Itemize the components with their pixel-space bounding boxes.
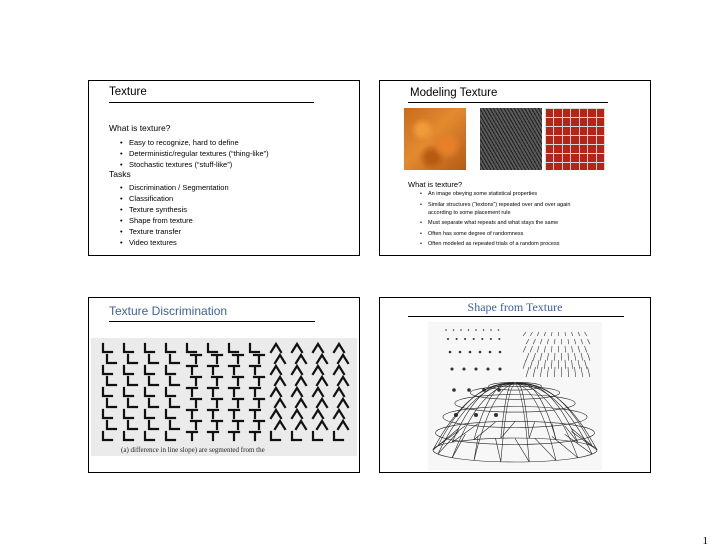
texture-dot	[460, 329, 462, 331]
texture-dot	[494, 413, 498, 417]
slide-texture-discrimination	[88, 297, 360, 473]
bullet-item: • An image obeying some statistical properties	[428, 191, 537, 198]
texture-dot	[486, 367, 489, 370]
title-rule	[408, 102, 608, 103]
bullet-item: • Similar structures (“textons”) repeated over and over again	[428, 202, 570, 209]
page-number: 1	[702, 535, 708, 547]
texture-dot	[499, 351, 502, 354]
bullet-item: • Classification	[129, 194, 173, 203]
texture-sample-brick	[545, 108, 605, 170]
bullet-item: • Stochastic textures (“stuff-like”)	[129, 160, 232, 169]
texture-dot	[469, 351, 472, 354]
bullet-item: • Deterministic/regular textures (“thing-like”)	[129, 149, 269, 158]
slide-shape-from-texture	[379, 297, 651, 473]
texture-dot	[474, 413, 478, 417]
texture-sample-gray	[480, 108, 542, 170]
slide-title: Texture Discrimination	[109, 304, 228, 318]
texture-dot	[490, 329, 492, 331]
texture-dot	[468, 329, 470, 331]
texture-dot	[449, 351, 452, 354]
texture-dot	[473, 338, 475, 340]
tasks-label: Tasks	[109, 169, 131, 179]
bullet-item: • Video textures	[129, 238, 177, 247]
slide-title: Shape from Texture	[467, 300, 563, 314]
texture-dot	[489, 351, 492, 354]
bullet-item: • Easy to recognize, hard to define	[129, 138, 239, 147]
texture-dot	[453, 329, 455, 331]
question-text: What is texture?	[408, 180, 463, 189]
title-rule	[109, 102, 314, 103]
texture-dot	[445, 329, 447, 331]
texture-discrimination-figure	[91, 338, 357, 456]
texture-dot	[498, 367, 501, 370]
texture-dot	[475, 329, 477, 331]
texture-dot	[462, 367, 465, 370]
texture-dot	[467, 388, 471, 392]
texture-dot	[498, 329, 500, 331]
title-rule	[408, 316, 624, 317]
question-text: What is texture?	[109, 123, 171, 133]
texture-dot	[464, 338, 466, 340]
figure-caption: (a) difference in line slope) are segmented from the	[121, 446, 265, 454]
texture-dot	[498, 338, 500, 340]
texture-dot	[459, 351, 462, 354]
texture-dot	[452, 388, 456, 392]
texture-dot	[450, 367, 453, 370]
texture-dot	[479, 351, 482, 354]
bullet-item: • Must separate what repeats and what stays the same	[428, 220, 558, 227]
title-rule	[109, 321, 315, 322]
bullet-item: • Often modeled as repeated trials of a random process	[428, 241, 559, 248]
bullet-item: • Discrimination / Segmentation	[129, 183, 229, 192]
bullet-item: • Shape from texture	[129, 216, 193, 225]
texture-dot	[481, 338, 483, 340]
slide-title: Modeling Texture	[410, 87, 498, 99]
slide-texture	[88, 80, 360, 256]
slide-title: Texture	[109, 86, 147, 98]
shape-from-texture-figure	[428, 322, 602, 470]
slide-modeling-texture	[379, 80, 651, 256]
bullet-item: • Texture transfer	[129, 227, 181, 236]
texture-dot	[447, 338, 449, 340]
texture-dot	[456, 338, 458, 340]
bullet-continuation: according to some placement rule	[428, 210, 511, 216]
bullet-item: • Texture synthesis	[129, 205, 187, 214]
texture-sample-orange	[404, 108, 466, 170]
bullet-item: • Often has some degree of randomness	[428, 231, 523, 238]
texture-dot	[490, 338, 492, 340]
texture-dot	[483, 329, 485, 331]
texture-dot	[474, 367, 477, 370]
